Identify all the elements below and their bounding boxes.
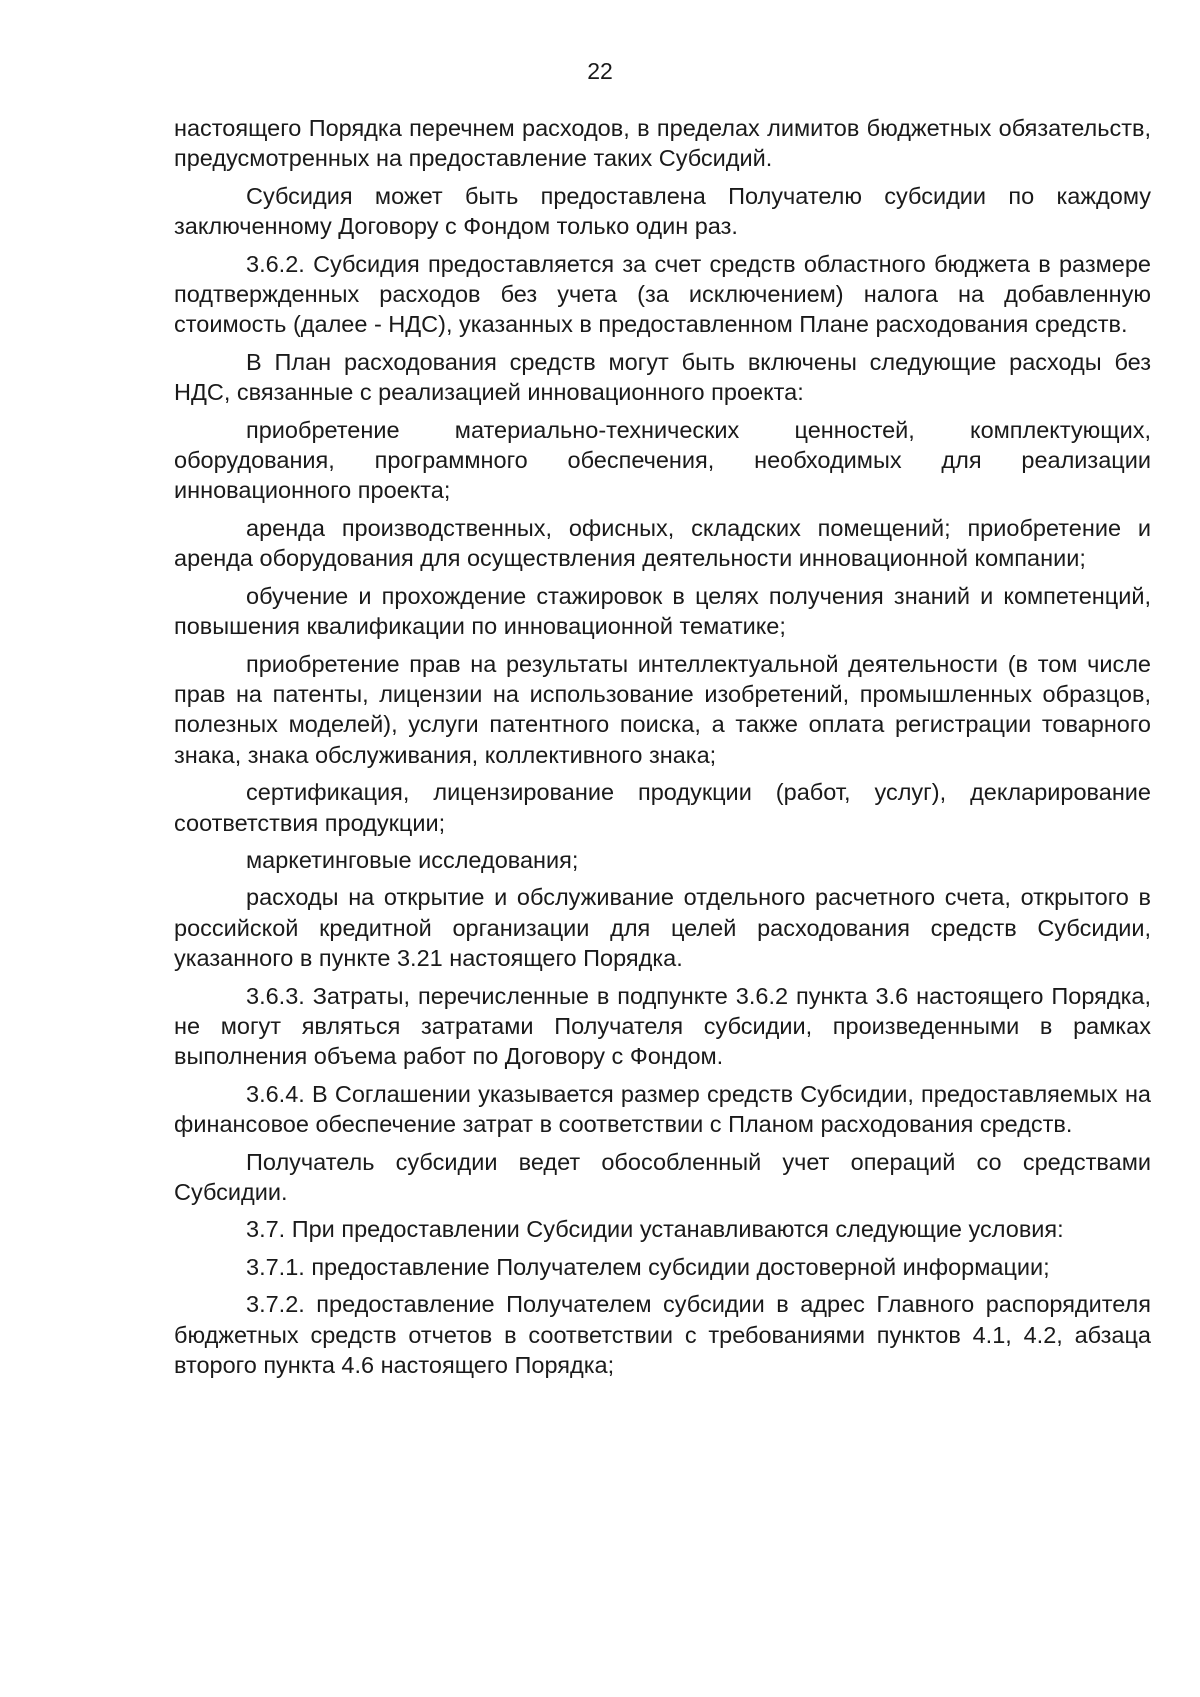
paragraph: обучение и прохождение стажировок в целях получения знаний и компетенций, повышения квалификации по инновационной тематике; (174, 582, 1151, 640)
paragraph: 3.6.4. В Соглашении указывается размер средств Субсидии, предоставляемых на финансовое обеспечение затрат в соответствии с Планом расходования средств. (174, 1080, 1151, 1138)
paragraph: Субсидия может быть предоставлена Получателю субсидии по каждому заключенному Договору с Фондом только один раз. (174, 182, 1151, 240)
document-body (174, 113, 1151, 1387)
paragraph: маркетинговые исследования; (246, 846, 579, 873)
paragraph: В План расходования средств могут быть включены следующие расходы без НДС, связанные с реализацией инновационного проекта: (174, 348, 1151, 406)
paragraph: 3.7.1. предоставление Получателем субсидии достоверной информации; (246, 1253, 1050, 1280)
paragraph: Получатель субсидии ведет обособленный учет операций со средствами Субсидии. (174, 1148, 1151, 1205)
paragraph: 3.7.2. предоставление Получателем субсидии в адрес Главного распорядителя бюджетных средств отчетов в соответствии с требованиями пунктов 4.1, 4.2, абзаца второго пункта 4.6 настоящего Порядка; (174, 1291, 1151, 1379)
paragraph: 3.6.2. Субсидия предоставляется за счет средств областного бюджета в размере подтвержденных расходов без учета (за исключением) налога на добавленную стоимость (далее - НДС), указанных в предоставленном Плане расходования средств. (174, 250, 1151, 338)
page-number: 22 (587, 58, 613, 84)
paragraph: сертификация, лицензирование продукции (работ, услуг), декларирование соответствия продукции; (174, 779, 1151, 836)
paragraph: приобретение прав на результаты интеллектуальной деятельности (в том числе прав на патенты, лицензии на использование изобретений, промышленных образцов, полезных моделей), услуги патентного поиска, а также оплата регистрации товарного знака, знака обслуживания, коллективного знака; (174, 650, 1151, 768)
paragraph: 3.7. При предоставлении Субсидии устанавливаются следующие условия: (246, 1216, 1064, 1243)
paragraph: 3.6.3. Затраты, перечисленные в подпункте 3.6.2 пункта 3.6 настоящего Порядка, не могут являться затратами Получателя субсидии, произведенными в рамках выполнения объема работ по Договору с Фондом. (174, 982, 1151, 1070)
paragraph: аренда производственных, офисных, складских помещений; приобретение и аренда оборудования для осуществления деятельности инновационной компании; (174, 514, 1151, 572)
paragraph: расходы на открытие и обслуживание отдельного расчетного счета, открытого в российской кредитной организации для целей расходования средств Субсидии, указанного в пункте 3.21 настоящего Порядка. (174, 884, 1151, 972)
paragraph: настоящего Порядка перечнем расходов, в пределах лимитов бюджетных обязательств, предусмотренных на предоставление таких Субсидий. (174, 115, 1151, 172)
paragraph: приобретение материально-технических ценностей, комплектующих, оборудования, программного обеспечения, необходимых для реализации инновационного проекта; (174, 416, 1151, 504)
